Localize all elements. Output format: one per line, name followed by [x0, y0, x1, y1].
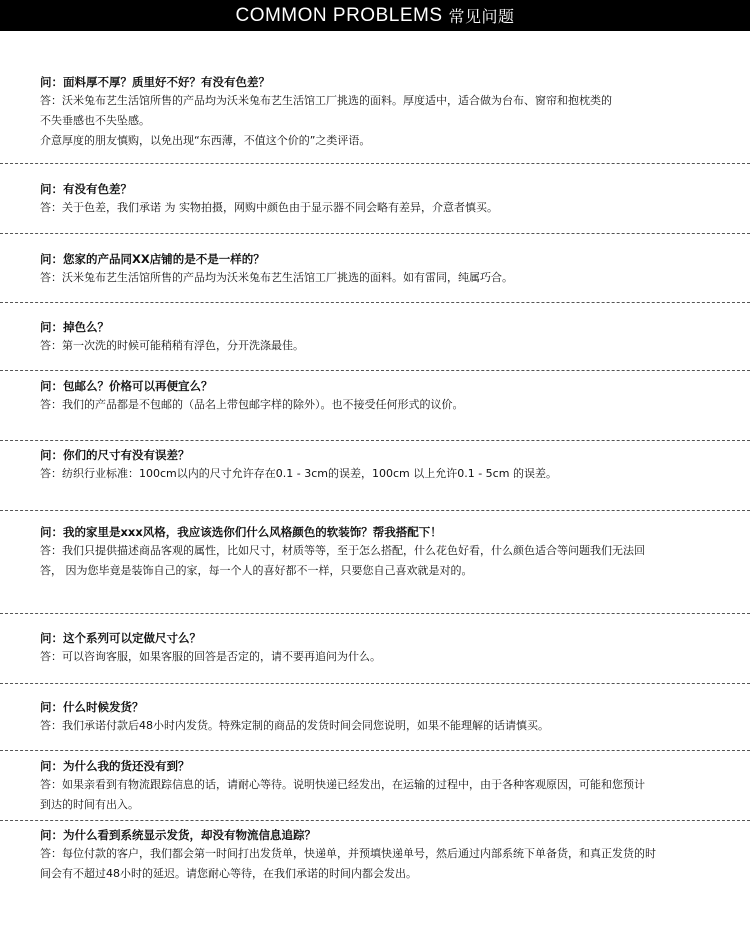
page-header: [0, 0, 750, 31]
faq-question: 问：面料厚不厚？质里好不好？有没有色差？: [40, 75, 270, 89]
faq-question: 问：您家的产品同XX店铺的是不是一样的？: [40, 252, 265, 266]
faq-answer-line: 答：我们的产品都是不包邮的（品名上带包邮字样的除外）。也不接受任何形式的议价。: [40, 398, 464, 411]
faq-question: 问：这个系列可以定做尺寸么？: [40, 631, 201, 645]
divider: [0, 163, 750, 164]
faq-item: [40, 180, 730, 218]
faq-answer-line: 间会有不超过48小时的延迟。请您耐心等待，在我们承诺的时间内都会发出。: [40, 867, 417, 880]
faq-answer-line: 答：我们只提供描述商品客观的属性，比如尺寸，材质等等，至于怎么搭配，什么花色好看，什么颜色适合等问题我们无法回: [40, 544, 645, 557]
faq-item: [40, 73, 730, 151]
faq-question: 问：为什么我的货还没有到？: [40, 759, 190, 773]
faq-item: [40, 523, 730, 581]
faq-answer-line: 介意厚度的朋友慎购，以免出现“东西薄，不值这个价的”之类评语。: [40, 134, 371, 147]
divider: [0, 370, 750, 371]
faq-question: 问：掉色么？: [40, 320, 109, 334]
faq-item: [40, 318, 730, 356]
faq-question: 问：我的家里是xxx风格，我应该选你们什么风格颜色的软装饰？帮我搭配下！: [40, 525, 442, 539]
faq-answer-line: 答， 因为您毕竟是装饰自己的家，每一个人的喜好都不一样，只要您自己喜欢就是对的。: [40, 564, 473, 577]
divider: [0, 750, 750, 751]
divider: [0, 510, 750, 511]
faq-answer-line: 答：每位付款的客户，我们都会第一时间打出发货单，快递单，并预填快递单号，然后通过内部系统下单备货，和真正发货的时: [40, 847, 656, 860]
divider: [0, 440, 750, 441]
header-title-en: COMMON PROBLEMS: [235, 4, 443, 26]
faq-answer-line: 答：如果亲看到有物流跟踪信息的话，请耐心等待。说明快递已经发出，在运输的过程中，由于各种客观原因，可能和您预计: [40, 778, 645, 791]
divider: [0, 683, 750, 684]
faq-answer-line: 到达的时间有出入。: [40, 798, 139, 811]
faq-question: 问：有没有色差？: [40, 182, 132, 196]
faq-question: 问：包邮么？价格可以再便宜么？: [40, 379, 213, 393]
faq-answer-line: 答：纺织行业标准：100cm以内的尺寸允许存在0.1 - 3cm的误差，100cm 以上允许0.1 - 5cm 的误差。: [40, 467, 557, 480]
faq-answer-line: 答：第一次洗的时候可能稍稍有浮色，分开洗涤最佳。: [40, 339, 304, 352]
faq-question: 问：为什么看到系统显示发货，却没有物流信息追踪？: [40, 828, 316, 842]
faq-answer-line: 答：沃米兔布艺生活馆所售的产品均为沃米兔布艺生活馆工厂挑选的面料。如有雷同，纯属巧合。: [40, 271, 513, 284]
faq-item: [40, 698, 730, 736]
faq-item: [40, 629, 730, 667]
faq-answer-line: 不失垂感也不失坠感。: [40, 114, 150, 127]
faq-item: [40, 757, 730, 815]
faq-answer-line: 答：沃米兔布艺生活馆所售的产品均为沃米兔布艺生活馆工厂挑选的面料。厚度适中，适合做为台布、窗帘和抱枕类的: [40, 94, 612, 107]
faq-item: [40, 377, 730, 415]
divider: [0, 233, 750, 234]
divider: [0, 820, 750, 821]
faq-answer-line: 答：可以咨询客服，如果客服的回答是否定的，请不要再追问为什么。: [40, 650, 381, 663]
faq-item: [40, 250, 730, 288]
divider: [0, 302, 750, 303]
faq-answer-line: 答：我们承诺付款后48小时内发货。特殊定制的商品的发货时间会同您说明，如果不能理解的话请慎买。: [40, 719, 549, 732]
faq-answer-line: 答：关于色差，我们承诺 为 实物拍摄，网购中颜色由于显示器不同会略有差异，介意者慎买。: [40, 201, 498, 214]
faq-question: 问：什么时候发货？: [40, 700, 144, 714]
divider: [0, 613, 750, 614]
faq-item: [40, 446, 730, 484]
header-title-zh: 常见问题: [448, 7, 515, 26]
faq-item: [40, 826, 730, 884]
faq-question: 问：你们的尺寸有没有误差？: [40, 448, 190, 462]
